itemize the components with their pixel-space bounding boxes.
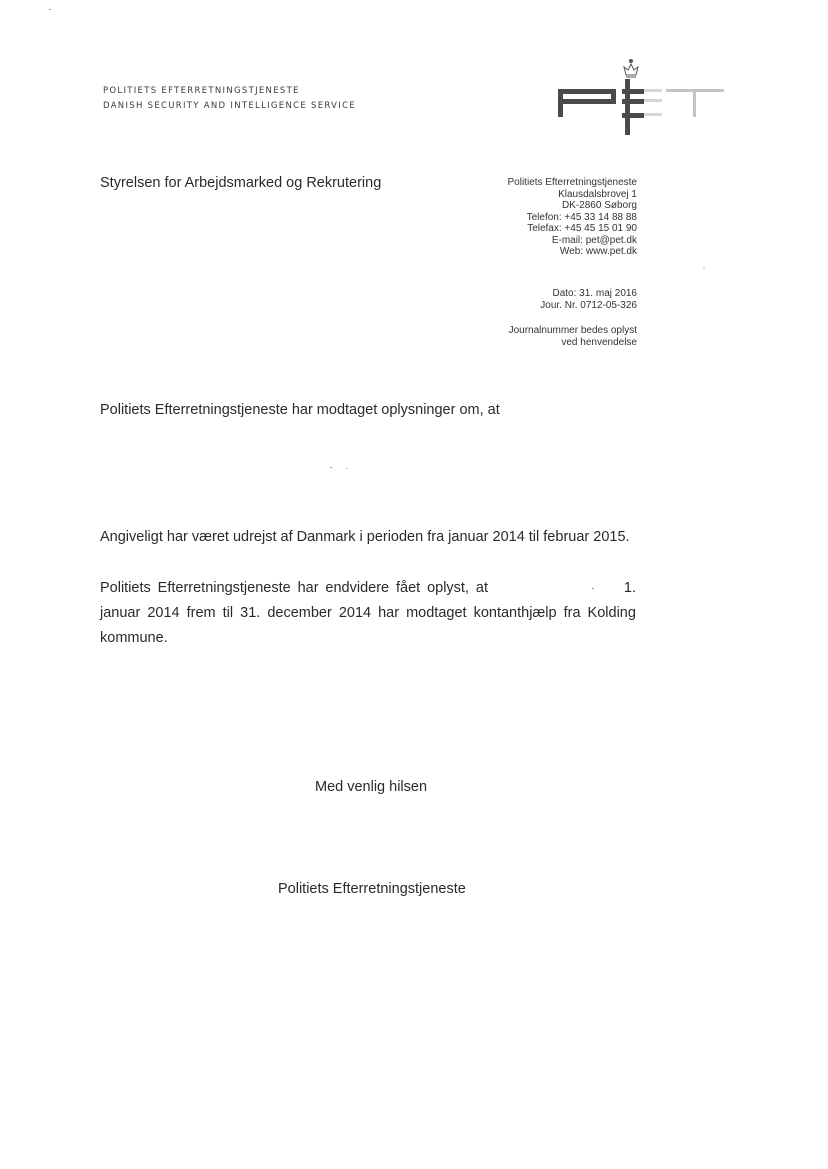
word: til	[222, 605, 234, 621]
date-block	[540, 288, 637, 311]
word: 31.	[240, 605, 261, 621]
word: har	[297, 580, 319, 596]
sender-name: Politiets Efterretningstjeneste	[507, 177, 637, 188]
word: Kolding	[587, 605, 636, 621]
paragraph-3-line2	[100, 601, 636, 626]
word: december	[267, 605, 332, 621]
scan-speck	[346, 468, 348, 469]
sender-postal: DK-2860 Søborg	[561, 200, 637, 211]
sender-phone: Telefon: +45 33 14 88 88	[526, 211, 637, 223]
reference-note	[509, 325, 637, 348]
sender-email: E-mail: pet@pet.dk	[551, 234, 637, 246]
word: 2014	[147, 605, 180, 621]
paragraph-2: Angiveligt har været udrejst af Danmark i perioden fra januar 2014 til februar 2015.	[100, 529, 630, 545]
word: fra	[563, 605, 581, 621]
sender-address-block	[507, 177, 637, 258]
paragraph-3-line1	[100, 576, 488, 601]
sender-fax: Telefax: +45 45 15 01 90	[527, 223, 637, 234]
word: at	[475, 580, 488, 596]
recipient-name: Styrelsen for Arbejdsmarked og Rekrutering	[100, 175, 382, 191]
word: kontanthjælp	[473, 605, 557, 621]
reference-note-line2: ved henvendelse	[561, 336, 637, 348]
scan-speck	[703, 268, 705, 269]
closing-greeting: Med venlig hilsen	[315, 779, 428, 795]
paragraph-1: Politiets Efterretningstjeneste har modtaget oplysninger om, at	[100, 402, 500, 418]
crown-icon	[624, 60, 638, 78]
word: oplyst,	[427, 580, 469, 596]
paragraph-3-line3: kommune.	[100, 630, 168, 646]
journal-number: Jour. Nr. 0712-05-326	[540, 299, 637, 311]
paragraph-3	[100, 576, 636, 651]
agency-name-english: DANISH SECURITY AND INTELLIGENCE SERVICE	[103, 101, 356, 111]
sender-web: Web: www.pet.dk	[559, 246, 637, 257]
word: modtaget	[406, 605, 467, 621]
reference-note-line1: Journalnummer bedes oplyst	[508, 325, 637, 336]
signature: Politiets Efterretningstjeneste	[278, 881, 466, 897]
pet-logo	[556, 55, 726, 140]
scan-speck	[592, 588, 594, 589]
word: Politiets	[100, 580, 151, 596]
scan-speck	[49, 9, 51, 10]
word: 2014	[338, 605, 372, 621]
word: frem	[186, 605, 216, 621]
agency-name-danish: POLITIETS EFTERRETNINGSTJENESTE	[103, 86, 300, 96]
word: har	[378, 605, 400, 621]
word: Efterretningstjeneste	[157, 580, 291, 596]
word: endvidere	[325, 580, 390, 596]
sender-street: Klausdalsbrovej 1	[558, 188, 637, 200]
paragraph-3-line1-tail: 1.	[623, 580, 636, 596]
letter-date: Dato: 31. maj 2016	[552, 288, 637, 299]
word: januar	[100, 605, 141, 621]
scan-speck	[330, 467, 332, 468]
word: fået	[396, 580, 421, 596]
